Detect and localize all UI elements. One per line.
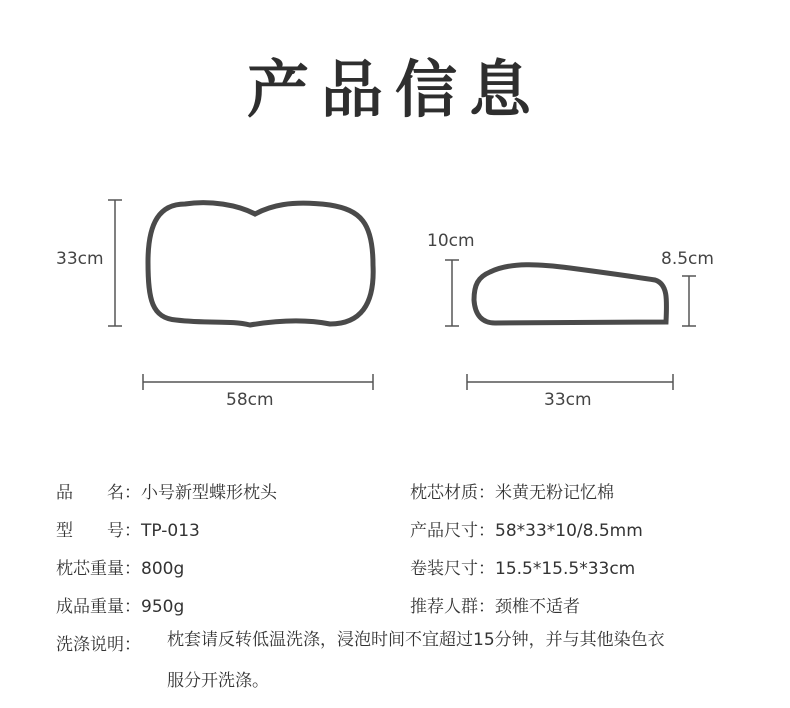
spec-material: 枕芯材质：米黄无粉记忆棉	[410, 483, 614, 503]
pillow-side-outline	[474, 265, 667, 323]
wash-label: 洗涤说明：	[56, 635, 141, 655]
wash-line-1: 枕套请反转低温洗涤，浸泡时间不宜超过15分钟，并与其他染色衣	[167, 630, 665, 650]
spec-size: 产品尺寸：58*33*10/8.5mm	[410, 521, 643, 541]
spec-audience: 推荐人群：颈椎不适者	[410, 597, 580, 617]
front-width-label: 58cm	[226, 390, 274, 410]
spec-core-weight: 枕芯重量：800g	[56, 559, 185, 579]
side-width-label: 33cm	[544, 390, 592, 410]
wash-instructions	[167, 620, 737, 702]
spec-roll-size: 卷装尺寸：15.5*15.5*33cm	[410, 559, 636, 579]
side-height-low-label: 8.5cm	[661, 249, 714, 269]
side-height-high-label: 10cm	[427, 231, 475, 251]
page-title: 产品信息	[246, 53, 543, 126]
front-height-label: 33cm	[56, 249, 104, 269]
spec-product-weight: 成品重量：950g	[56, 597, 185, 617]
wash-line-2: 服分开洗涤。	[167, 671, 269, 691]
spec-name: 品 名：小号新型蝶形枕头	[56, 483, 277, 503]
spec-model: 型 号：TP-013	[56, 521, 200, 541]
pillow-front-outline	[148, 203, 373, 325]
